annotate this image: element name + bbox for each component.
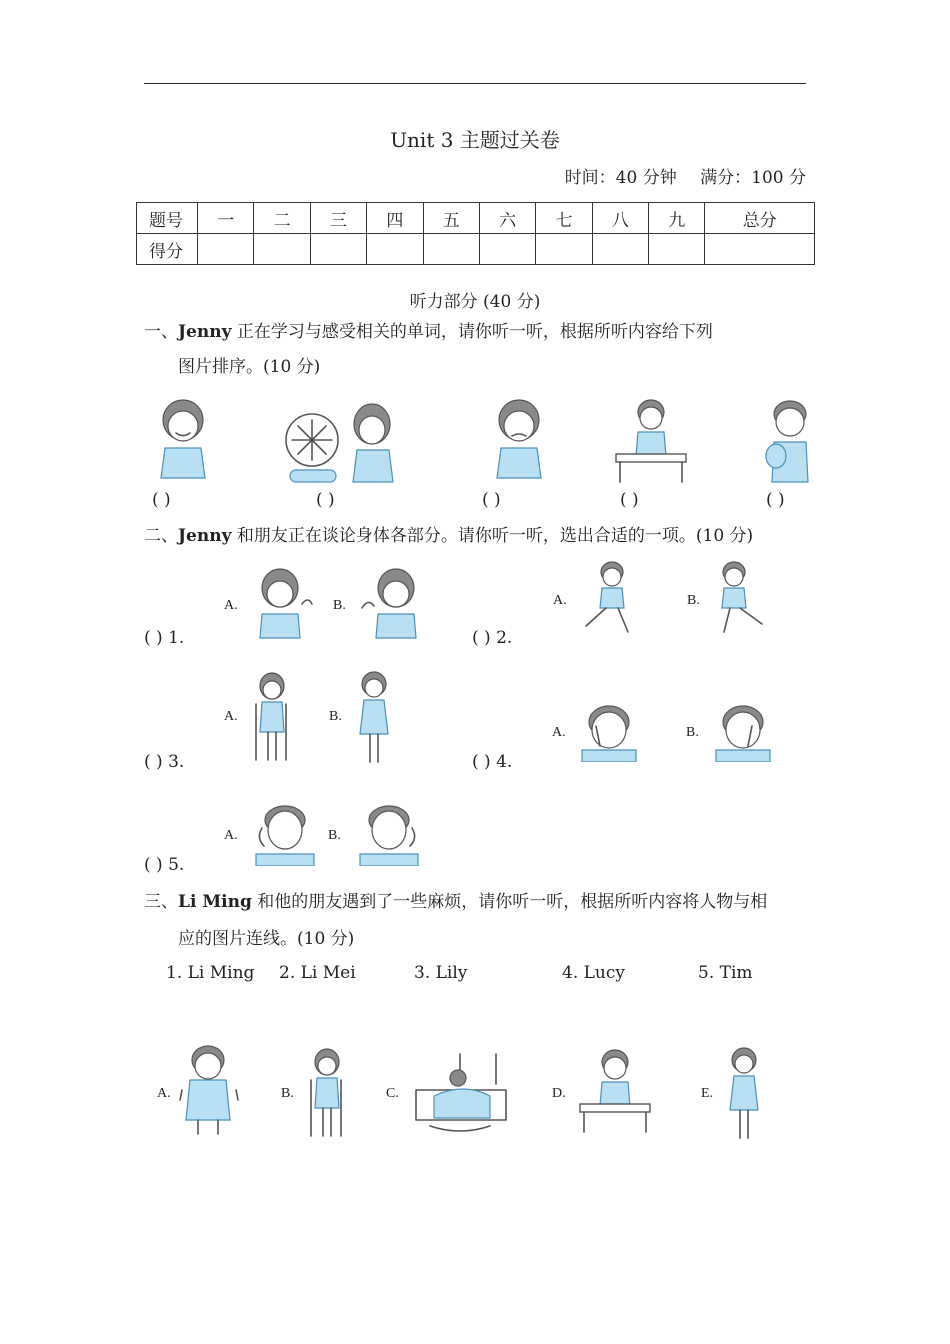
score-cell[interactable] <box>705 234 815 265</box>
q2-item-3-option-a[interactable]: A. <box>224 709 238 724</box>
q2-item-1-option-b[interactable]: B. <box>333 598 346 613</box>
q3-person-3[interactable]: 3. Lily <box>414 963 468 983</box>
q3-option-c[interactable]: C. <box>386 1086 399 1101</box>
q3-name: Li Ming <box>178 892 252 912</box>
q1-picture-3-girl-sad <box>484 398 554 486</box>
q3-person-5[interactable]: 5. Tim <box>698 963 753 983</box>
q3-picture-b-crutches <box>305 1048 347 1140</box>
q1-instruction-line2: 图片排序。(10 分) <box>178 357 321 377</box>
q2-item-5-option-a[interactable]: A. <box>224 828 238 843</box>
score-header-cell: 七 <box>536 203 592 234</box>
q2-item-2-option-a[interactable]: A. <box>553 593 567 608</box>
q2-instruction <box>144 519 753 553</box>
q2-item-1-picture-b <box>356 568 428 640</box>
score-header-cell: 三 <box>310 203 366 234</box>
q3-person-4[interactable]: 4. Lucy <box>562 963 625 983</box>
score-table-score-row <box>137 234 815 265</box>
q2-item-4-option-a[interactable]: A. <box>552 725 566 740</box>
q3-picture-a-cold-boy <box>178 1040 240 1138</box>
q3-option-e[interactable]: E. <box>701 1086 714 1101</box>
q2-item-2-picture-b <box>710 560 768 634</box>
q2-item-2-blank[interactable]: ( ) 2. <box>472 628 513 648</box>
time-limit: 时间：40 分钟 <box>564 168 677 188</box>
q1-name: Jenny <box>178 322 232 342</box>
q2-item-3-blank[interactable]: ( ) 3. <box>144 752 185 772</box>
score-cell[interactable] <box>310 234 366 265</box>
q3-option-a[interactable]: A. <box>157 1086 171 1101</box>
q2-item-2-option-b[interactable]: B. <box>687 593 700 608</box>
score-header-cell: 四 <box>367 203 423 234</box>
score-cell[interactable] <box>479 234 535 265</box>
score-cell[interactable] <box>592 234 648 265</box>
score-header-cell: 九 <box>649 203 705 234</box>
q2-item-1-option-a[interactable]: A. <box>224 598 238 613</box>
full-score: 满分：100 分 <box>700 168 806 188</box>
q1-answer-blank-4[interactable]: ( ) <box>620 490 639 510</box>
q3-instruction-line2: 应的图片连线。(10 分) <box>178 929 355 949</box>
q3-person-1[interactable]: 1. Li Ming <box>166 963 255 983</box>
q3-person-2[interactable]: 2. Li Mei <box>279 963 356 983</box>
score-header-cell: 二 <box>254 203 310 234</box>
q2-item-3-picture-a <box>250 672 292 764</box>
q2-item-4-blank[interactable]: ( ) 4. <box>472 752 513 772</box>
q2-item-3-option-b[interactable]: B. <box>329 709 342 724</box>
q3-picture-e-girl-headband <box>724 1046 764 1142</box>
q1-answer-blank-1[interactable]: ( ) <box>152 490 171 510</box>
q1-instruction <box>144 315 713 349</box>
q2-item-4-picture-b <box>712 704 774 762</box>
q2-number: 二、 <box>144 526 178 546</box>
q3-picture-d-boy-bench <box>576 1048 654 1138</box>
q1-answer-blank-3[interactable]: ( ) <box>482 490 501 510</box>
q1-picture-2-girl-fan <box>282 400 410 486</box>
q1-answer-blank-5[interactable]: ( ) <box>766 490 785 510</box>
q3-option-d[interactable]: D. <box>552 1086 566 1101</box>
q2-item-5-picture-a <box>250 804 320 866</box>
q2-item-4-picture-a <box>578 704 640 762</box>
q1-number: 一、 <box>144 322 178 342</box>
page-title: Unit 3 主题过关卷 <box>390 128 560 152</box>
q3-text-line1: 和他的朋友遇到了一些麻烦，请你听一听，根据所听内容将人物与相 <box>251 892 768 912</box>
q3-option-b[interactable]: B. <box>281 1086 294 1101</box>
score-cell[interactable] <box>423 234 479 265</box>
q2-item-1-blank[interactable]: ( ) 1. <box>144 628 185 648</box>
q2-item-5-picture-b <box>354 804 424 866</box>
score-cell[interactable] <box>198 234 254 265</box>
q2-item-2-picture-a <box>580 560 638 634</box>
listening-section-heading: 听力部分 (40 分) <box>409 292 541 312</box>
q2-text: 和朋友正在谈论身体各部分。请你听一听，选出合适的一项。(10 分) <box>231 526 754 546</box>
score-header-cell: 一 <box>198 203 254 234</box>
score-cell[interactable] <box>536 234 592 265</box>
q2-item-4-option-b[interactable]: B. <box>686 725 699 740</box>
q2-name: Jenny <box>178 526 232 546</box>
q1-answer-blank-2[interactable]: ( ) <box>316 490 335 510</box>
q2-item-1-picture-a <box>250 568 316 640</box>
q1-picture-1-girl-happy <box>148 398 218 486</box>
q1-picture-4-boy-bench <box>612 398 690 488</box>
q1-picture-5-boy-hot <box>754 398 826 488</box>
score-header-cell: 八 <box>592 203 648 234</box>
q3-instruction <box>144 885 767 919</box>
score-header-cell: 六 <box>479 203 535 234</box>
q2-item-5-option-b[interactable]: B. <box>328 828 341 843</box>
score-cell[interactable] <box>254 234 310 265</box>
score-cell[interactable] <box>649 234 705 265</box>
score-table-header-row <box>137 203 815 234</box>
score-row-label: 得分 <box>137 234 198 265</box>
q3-number: 三、 <box>144 892 178 912</box>
score-cell[interactable] <box>367 234 423 265</box>
score-header-cell: 题号 <box>137 203 198 234</box>
q3-picture-c-hospital-bed <box>410 1050 512 1136</box>
score-table <box>136 202 815 265</box>
q2-item-3-picture-b <box>354 670 394 766</box>
exam-info <box>547 163 806 188</box>
score-header-cell: 五 <box>423 203 479 234</box>
score-header-cell: 总分 <box>705 203 815 234</box>
q2-item-5-blank[interactable]: ( ) 5. <box>144 855 185 875</box>
header-rule <box>144 83 806 84</box>
q1-text-line1: 正在学习与感受相关的单词，请你听一听，根据所听内容给下列 <box>231 322 713 342</box>
